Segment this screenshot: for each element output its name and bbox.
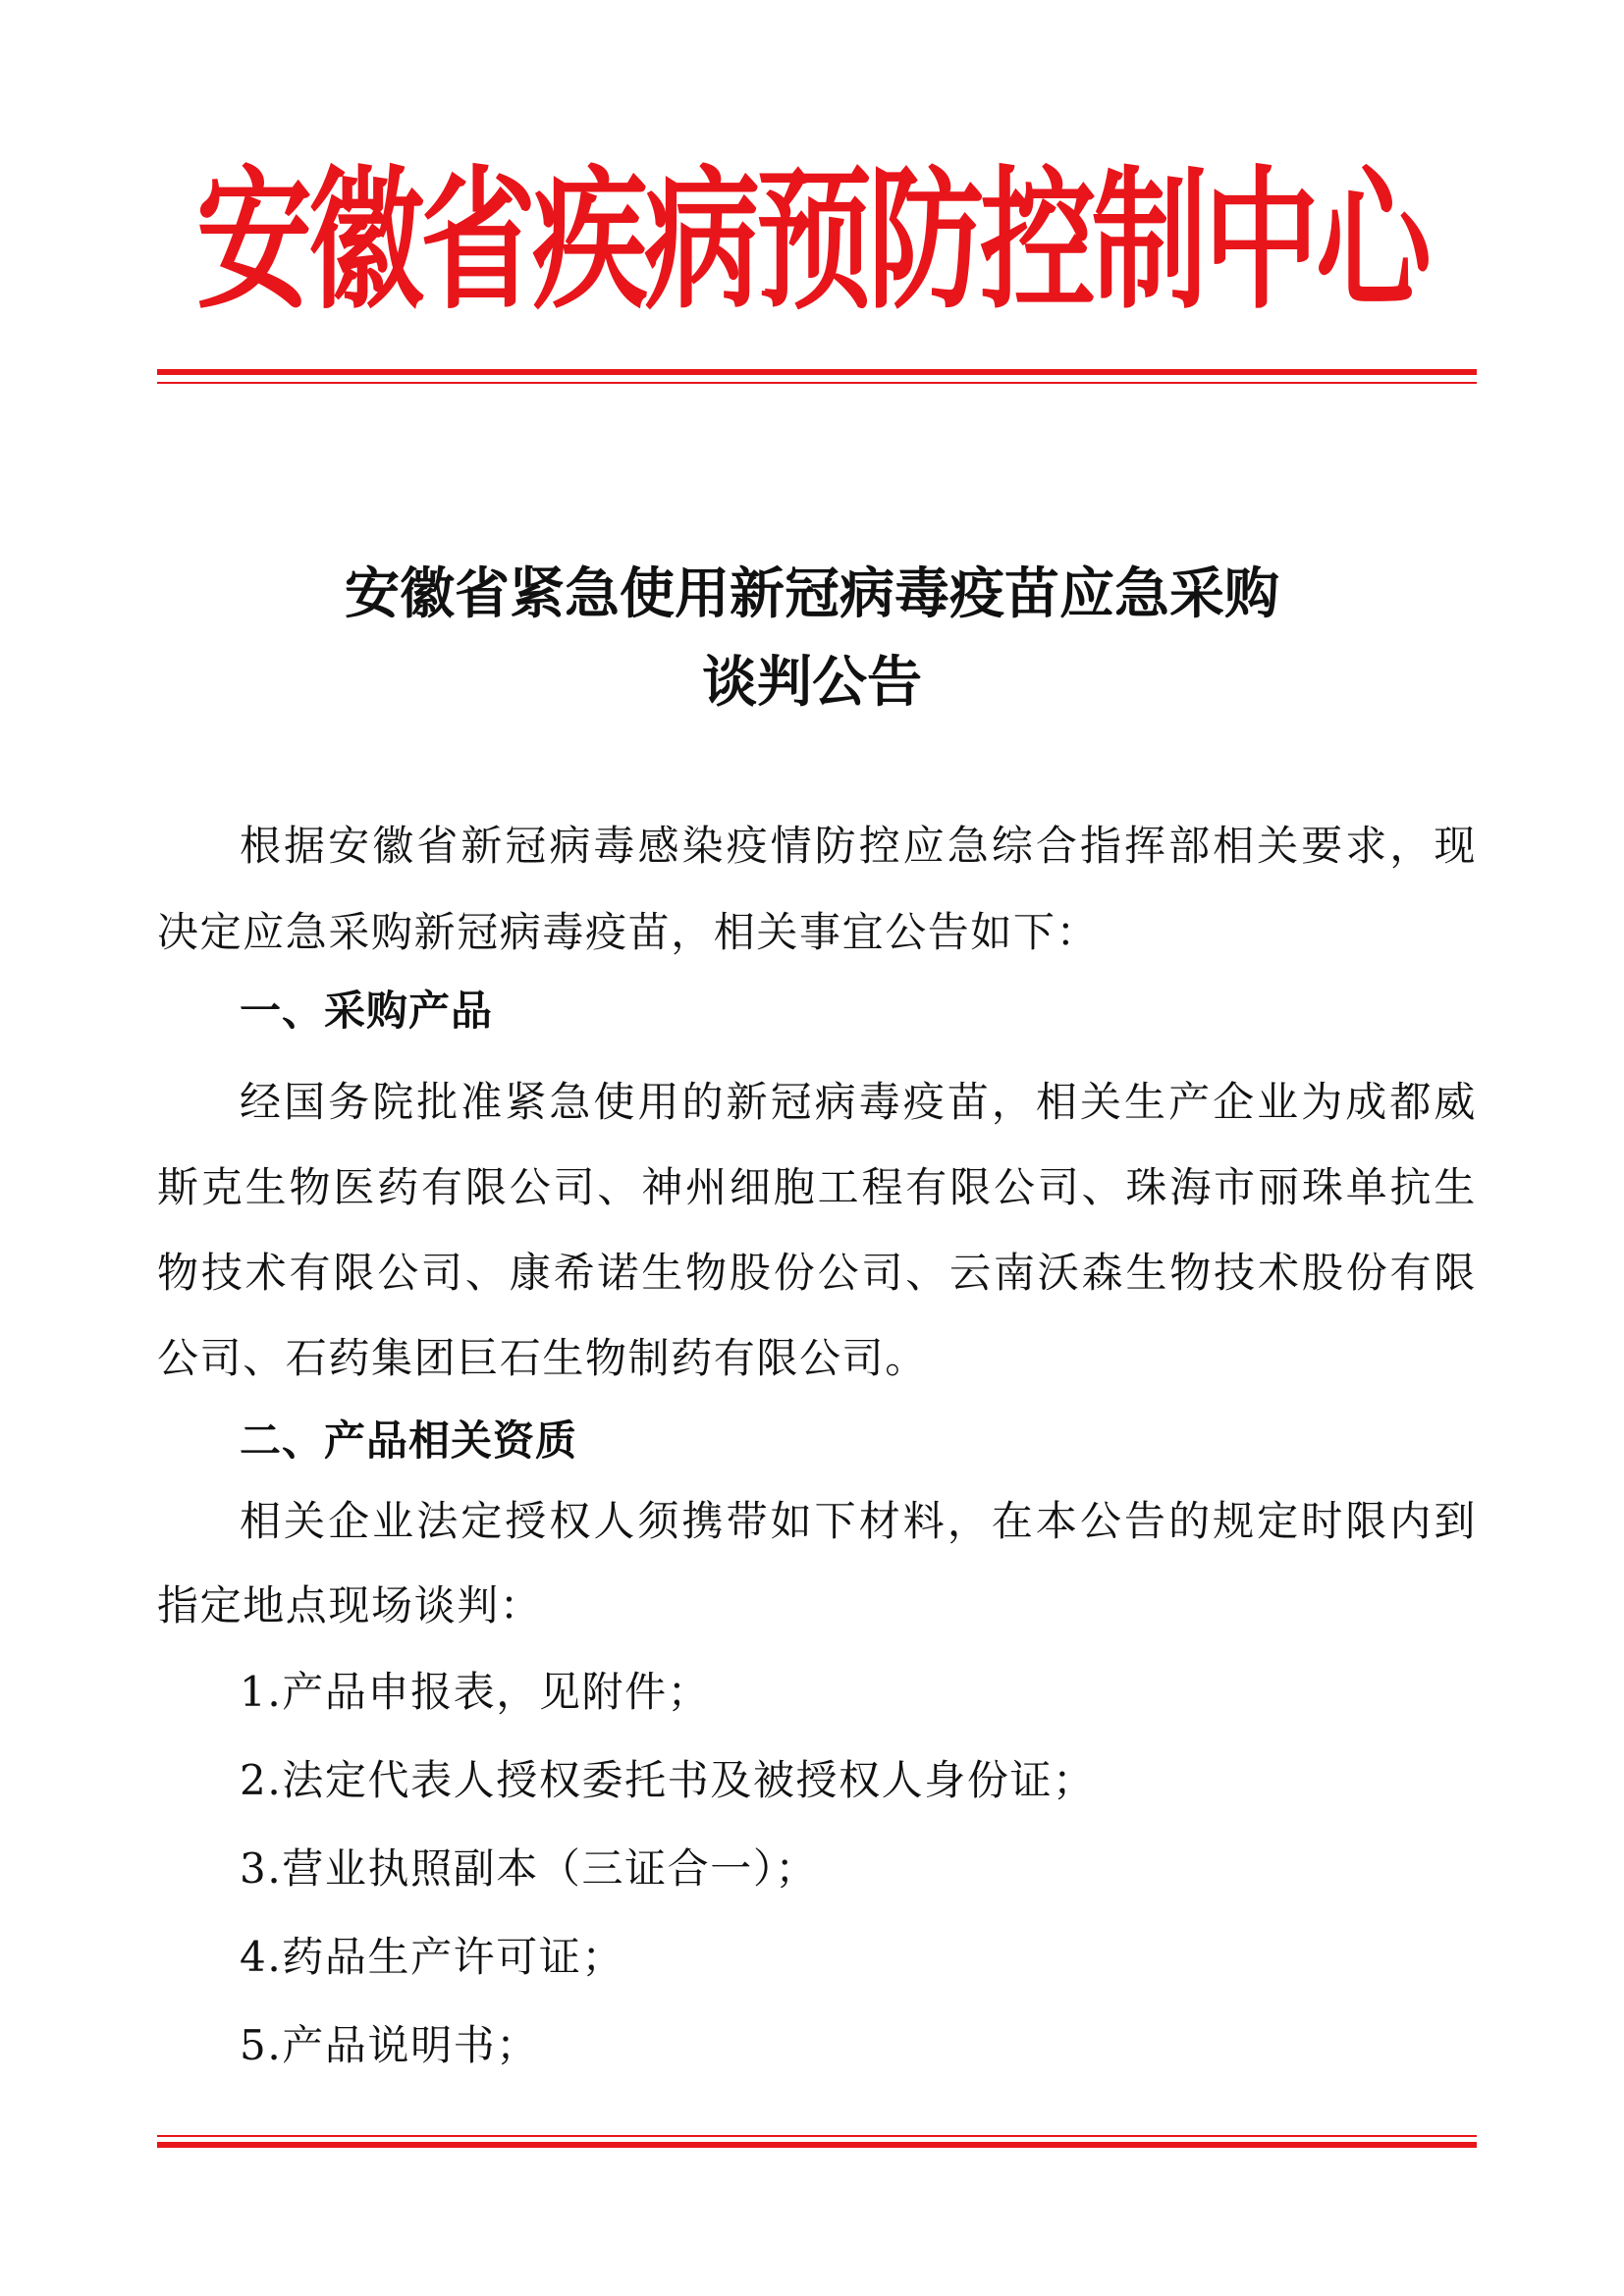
- document-title-line-2: 谈判公告: [702, 650, 922, 715]
- list-item-2: 2.法定代表人授权委托书及被授权人身份证；: [240, 1756, 1096, 1804]
- section-2-line-2: 指定地点现场谈判：: [157, 1581, 543, 1629]
- list-item-3: 3.营业执照副本（三证合一）；: [240, 1844, 819, 1893]
- section-1-line-1: 经国务院批准紧急使用的新冠病毒疫苗，相关生产企业为成都威: [240, 1078, 1477, 1126]
- footer-divider-thick: [157, 2142, 1477, 2148]
- masthead-title: 安徽省疾病预防控制中心: [195, 149, 1428, 331]
- list-item-1: 1.产品申报表，见附件；: [240, 1668, 711, 1716]
- footer-divider-thin: [157, 2135, 1477, 2137]
- intro-line-2: 决定应急采购新冠病毒疫苗，相关事宜公告如下：: [157, 908, 1100, 956]
- masthead-divider-thin: [157, 382, 1477, 384]
- list-item-4: 4.药品生产许可证；: [240, 1933, 625, 1981]
- section-1-line-2: 斯克生物医药有限公司、神州细胞工程有限公司、珠海市丽珠单抗生: [157, 1163, 1477, 1211]
- list-item-5: 5.产品说明书；: [240, 2021, 539, 2069]
- document-title-line-1: 安徽省紧急使用新冠病毒疫苗应急采购: [345, 561, 1279, 626]
- section-2-heading: 二、产品相关资质: [240, 1416, 578, 1465]
- section-2-line-1: 相关企业法定授权人须携带如下材料，在本公告的规定时限内到: [240, 1497, 1477, 1545]
- masthead-divider-thick: [157, 369, 1477, 375]
- section-1-heading: 一、采购产品: [240, 987, 494, 1035]
- section-1-line-3: 物技术有限公司、康希诺生物股份公司、云南沃森生物技术股份有限: [157, 1249, 1477, 1297]
- section-1-line-4: 公司、石药集团巨石生物制药有限公司。: [157, 1334, 928, 1382]
- intro-line-1: 根据安徽省新冠病毒感染疫情防控应急综合指挥部相关要求，现: [240, 822, 1477, 870]
